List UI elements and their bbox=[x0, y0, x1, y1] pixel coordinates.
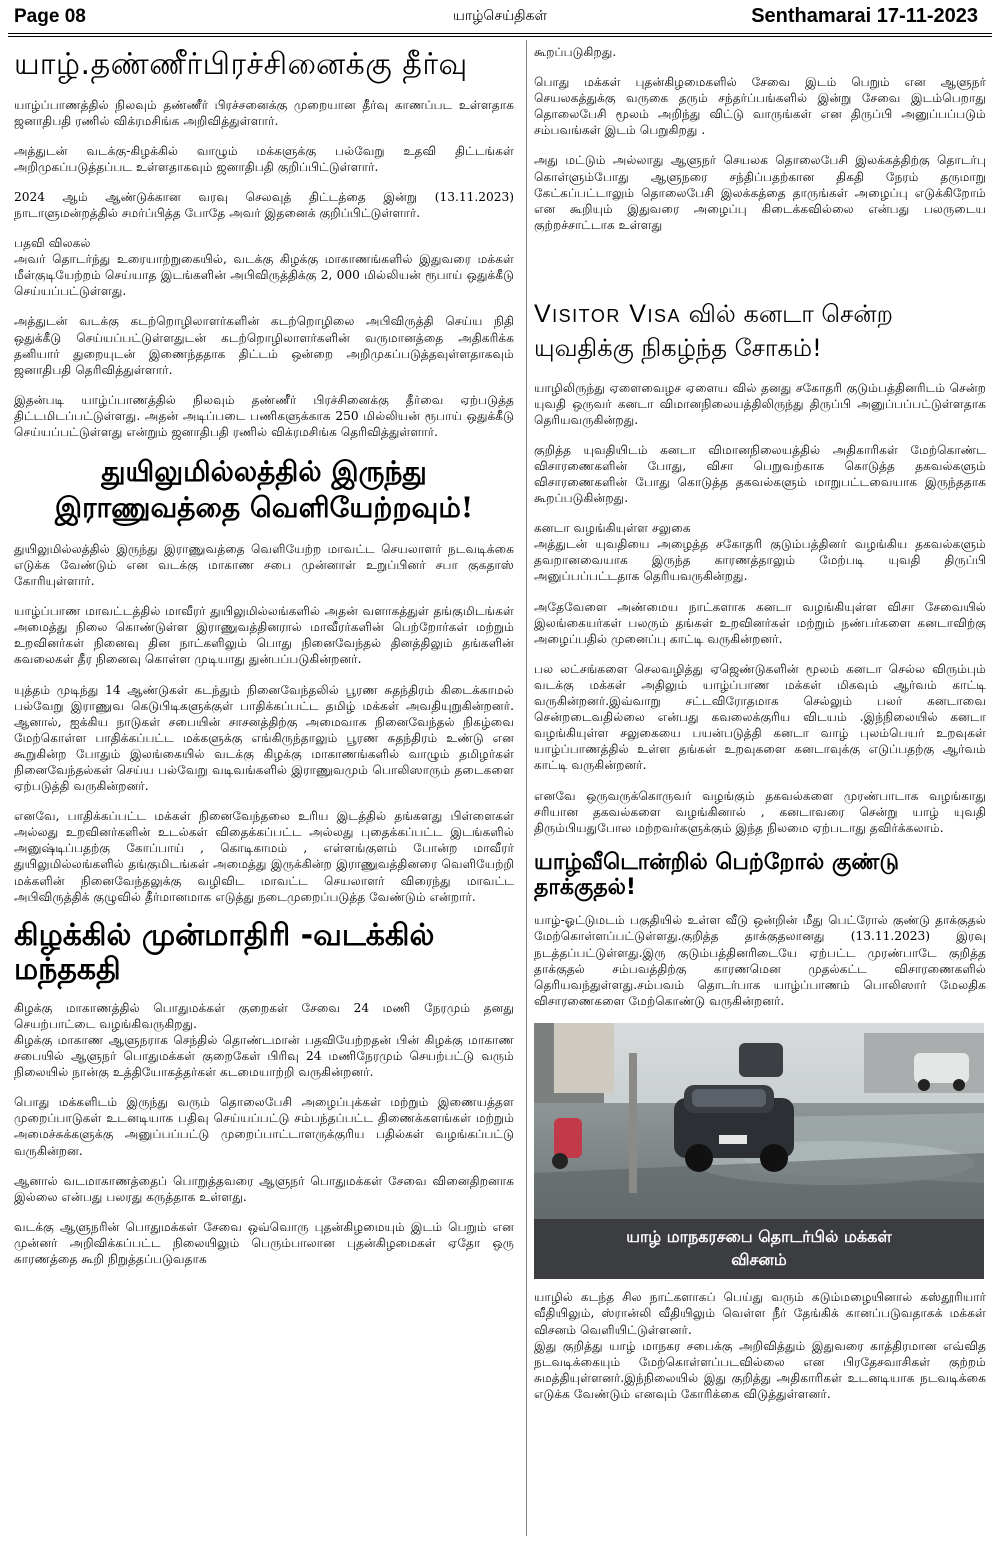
article-water-para-2: அத்துடன் வடக்கு-கிழக்கில் வாழும் மக்களுக்கு பல்வேறு உதவி திட்டங்கள் அறிமுகப்படுத்தப்பட உள்ளதாகவும் ஜனாதிபதி குறிப்பிட்டுள்ளார். bbox=[14, 143, 514, 174]
article-visa-subhead: கனடா வழங்கியுள்ள சலுகை bbox=[534, 521, 691, 536]
article-visa-para-5: பல லட்சங்களை செலவழித்து ஏஜெண்டுகளின் மூலம் கனடா செல்ல விரும்பும் வடக்கு மக்கள் அதிலும் யாழ்ப்பாண மக்கள் மிகவும் ஆர்வம் காட்டி வருகின்றனர்.இவ்வாறு சட்டவிரோதமாக செல்லும் பலர் கனடாவை சென்றடைவதில்லை என்பது கவலைக்குரிய விடயம் .இந்நிலையில் கனடா வழங்கியுள்ள சலுகையை பயன்படுத்தி கனடா வாழ் புலம்பெயர் உறவுகள் யாழ்ப்பாணத்தில் உள்ள தங்கள் உறவுகளை கனடாவுக்கு எடுப்பதற்கு ஆர்வம் காட்டி வருகின்றனர். bbox=[534, 661, 986, 773]
article-visa-title-latin: Visitor Visa bbox=[534, 299, 681, 328]
article-visa-para-4: அதேவேளை அண்மைய நாட்களாக கனடா வழங்கியுள்ள விசா சேவையில் இலங்கையர்கள் பலரும் தங்கள் உறவினர்கள் மற்றும் நண்பர்களை கனடாவிற்கு அழைப்பதில் முனைப்பு காட்டி வருகின்றனர். bbox=[534, 599, 986, 646]
article-governor-cont-1: பொது மக்கள் புதன்கிழமைகளில் சேவை இடம் பெறும் என ஆளுநர் செயலகத்துக்கு வருகை தரும் சந்தர்ப்பங்களில் இன்று சேவை இடம்பெறாது தொலைபேசி மூலம் அறிந்து விட்டு வாருங்கள் என திருப்பி அனுப்பப்படும் சம்பவங்கள் இடம் பெறுகிறது . bbox=[534, 75, 986, 138]
article-army-para-1: துயிலுமில்லத்தில் இருந்து இராணுவத்தை வெளியேற்ற மாவட்ட செயலாளர் நடவடிக்கை எடுக்க வேண்டும் என வடக்கு மாகாண சபை முன்னாள் உறுப்பினர் சபா குகதாஸ் கோரியுள்ளார். bbox=[14, 541, 514, 589]
masthead-date: Senthamarai 17-11-2023 bbox=[751, 5, 978, 27]
article-visa-title bbox=[534, 297, 986, 366]
article-visa-para-1: யாழிலிருந்து ஏளைவைழச ஏளைய வில் தனது சகோதரி குடும்பத்தினரிடம் சென்ற யுவதி ஒருவர் கனடா விமானநிலையத்திலிருந்து திருப்பி அனுப்பப்பட்டுள்ளதாக தெரியவருகின்றது. bbox=[534, 380, 986, 427]
article-visa-title-rest-2: யுவதிக்கு நிகழ்ந்த சோகம்! bbox=[534, 333, 822, 362]
article-water-title: யாழ்.தண்ணீர்பிரச்சினைக்கு தீர்வு bbox=[14, 47, 468, 82]
photo-caption-line-1: யாழ் மாநகரசபை தொடர்பில் மக்கள் bbox=[626, 1226, 892, 1246]
article-army-title bbox=[14, 454, 514, 527]
column-divider bbox=[526, 40, 527, 1536]
article-water-para-1: யாழ்ப்பாணத்தில் நிலவும் தண்ணீர் பிரச்சனைக்கு முறையான தீர்வு காணப்பட உள்ளதாக ஜனாதிபதி ரணில் விக்ரமசிங்க அறிவித்துள்ளார். bbox=[14, 97, 514, 128]
left-column bbox=[14, 44, 514, 1534]
article-flood-para-1: யாழில் கடந்த சில நாட்களாகப் பெய்து வரும் கடும்மழையினால் கஸ்தூரியார் வீதியிலும், ஸ்ரான்லி வீதியிலும் வெள்ள நீர் தேங்கிக் கானப்படுவதாகக் மக்கள் விசனம் வெளியிட்டுள்ளனர். bbox=[534, 1290, 986, 1337]
article-water-para-6: இதன்படி யாழ்ப்பாணத்தில் நிலவும் தண்ணீர் பிரச்சினைக்கு தீர்வை ஏற்படுத்த திட்டமிடப்பட்டுள்ளது. அதன் அடிப்படை பணிகளுக்காக 250 மில்லியன் ரூபாய் ஒதுக்கீடு செய்யப்பட்டுள்ளது என்றும் ஜனாதிபதி ரணில் விக்ரமசிங்க தெரிவித்துள்ளார். bbox=[14, 392, 514, 439]
section-name: யாழ்செய்திகள் bbox=[452, 8, 548, 24]
article-army-para-2: யாழ்ப்பாண மாவட்டத்தில் மாவீரர் துயிலுமில்லங்களில் அதன் வளாகத்துள் தங்குமிடங்கள் அமைத்து நிலை கொண்டுள்ள இராணுவத்தினரால் மாவீரர்களின் பெற்றோர்கள் மற்றும் உறவினர்கள் நினைவு தின நாட்களிலும் பொது நினைவேந்தல் தினத்திலும் தங்களின் கவலைகள் தீர நினைவு கொள்ள முடியாது துன்பப்படுகின்றனர். bbox=[14, 604, 514, 667]
article-governor-title: கிழக்கில் முன்மாதிரி -வடக்கில் மந்தகதி bbox=[14, 917, 435, 988]
article-water-para-5: அத்துடன் வடக்கு கடற்றொழிலாளர்களின் கடற்றொழிலை அபிவிருத்தி செய்ய நிதி ஒதுக்கீடு செய்யப்பட்டுள்ளதுடன் கடற்றொழிலாளர்களின் வருமானத்தை அதிகரிக்க தனியார் துறையுடன் இணைந்ததாக திட்டம் ஒன்றை அறிமுகப்படுத்தவுள்ளதாகவும் ஜனாதிபதி தெரிவித்துள்ளார். bbox=[14, 314, 514, 377]
header-rule-2 bbox=[8, 36, 992, 37]
article-water-para-4: அவர் தொடர்ந்து உரையாற்றுகையில், வடக்கு கிழக்கு மாகாணங்களில் இதுவரை மக்கள் மீள்குடியேற்றம் செய்யாத இடங்களின் அபிவிருத்திக்கு 2, 000 மில்லியன் ரூபாய் ஒதுக்கீடு செய்யப்பட்டுள்ளது. bbox=[14, 252, 514, 299]
article-army-para-4: எனவே, பாதிக்கப்பட்ட மக்கள் நினைவேந்தலை உரிய இடத்தில் தங்களது பிள்ளைகள் அல்லது உறவினர்களின் உடல்கள் விதைக்கப்பட்ட அல்லது புதைக்கப்பட்ட இடங்களில் அனுஷ்டிப்பதற்கு கோப்பாய் , கொடிகாமம் , எள்ளங்குளம் போன்ற மாவீரர் துயிலுமில்லங்களில் தங்குமிடங்கள் அமைத்து இருக்கின்ற இராணுவத்தினரை வெளியேற்றி மக்களின் நினைவேந்தலுக்கு வழிவிட மாவட்ட செயலாளர் விரைந்து மாவட்ட அபிவிருத்திக் குழுவில் தீர்மானமாக எடுத்து நடைமுறைப்படுத்த வேண்டும் என்றார். bbox=[14, 809, 514, 904]
article-governor-cont-0: கூறப்படுகிறது. bbox=[534, 45, 617, 59]
spacer bbox=[534, 247, 986, 287]
article-petrol-bomb-para-1: யாழ்-ஓட்டுமடம் பகுதியில் உள்ள வீடு ஒன்றின் மீது பெட்ரோல் குண்டு தாக்குதல் மேற்கொள்ளப்பட்டுள்ளது.குறித்த தாக்குதலானது (13.11.2023) இரவு நடத்தப்பட்டுள்ளது.இரு குடும்பத்தினரிடையே ஏற்பட்ட முரண்பாடே குறித்த தாக்குதல் சம்பவத்திற்கு காரணமென முதல்கட்ட விசாரணைகளில் தெரியவந்துள்ளது.சம்பவம் தொடர்பாக யாழ்ப்பாணம் பொலிஸார் மேலதிக விசாரணைகளை மேற்கொண்டு வருகின்றனர். bbox=[534, 913, 986, 1008]
article-army-title-line-2: இராணுவத்தை வெளியேற்றவும்! bbox=[54, 491, 474, 525]
right-column bbox=[534, 44, 986, 1534]
article-visa-para-2: குறித்த யுவதியிடம் கனடா விமானநிலையத்தில் அதிகாரிகள் மேற்கொண்ட விசாரணைகளின் போது, விசா பெறுவற்காக கொடுத்த தகவல்களும் விசாரணைகளின் போது கொடுத்த தகவல்களும் மாறுபட்டவையாக இருந்ததாக கூறப்படுகின்றது. bbox=[534, 442, 986, 506]
page-number: Page 08 bbox=[14, 6, 86, 27]
header-rule bbox=[8, 33, 992, 34]
article-army-title-line-1: துயிலுமில்லத்தில் இருந்து bbox=[101, 455, 427, 489]
article-petrol-bomb-title: யாழ்வீடொன்றில் பெற்றோல் குண்டு தாக்குதல்! bbox=[534, 849, 899, 901]
article-governor-cont-2: அது மட்டும் அல்லாது ஆளுநர் செயலக தொலைபேசி இலக்கத்திற்கு தொடர்பு கொள்ளும்போது ஆளுநரை சந்திப்பதற்கான திகதி நேரம் தருமாறு கேட்கப்பட்டாலும் தொலைபேசி இலக்கத்தை தாருங்கள் அழைப்பு எடுக்கிறோம் என கூறியும் இதுவரை அழைப்பு கிடைக்கவில்லை என்பது பலருடைய குற்றச்சாட்டாக உள்ளது bbox=[534, 153, 986, 232]
article-water-subhead: பதவி விலகல் bbox=[14, 236, 91, 251]
article-visa-para-6: எனவே ஒருவருக்கொருவர் வழங்கும் தகவல்களை முரண்பாடாக வழங்காது சரியான தகவல்களை வழங்கினால் , கனடாவரை சென்று யாழ் யுவதி திரும்பியதுபோல மற்றவர்களுக்கும் இந்த நிலமை ஏற்படாது தவிர்க்கலாம். bbox=[534, 788, 986, 835]
article-army-para-3: யுத்தம் முடிந்து 14 ஆண்டுகள் கடந்தும் நினைவேந்தலில் பூரண சுதந்திரம் கிடைக்காமல் பல்வேறு இராணுவ கெடுபிடிகளுக்குள் பாதிக்கப்பட்ட தமிழ் மக்கள் அவதியுறுகின்றனர். ஆனால், ஐக்கிய நாடுகள் சபையின் சாசனத்திற்கு அமைவாக நினைவேந்தல் நிகழ்வை மேற்கொள்ள பாதிக்கப்பட்ட மக்களுக்கு எங்கிருந்தாலும் பூரண சுதந்திரம் உண்டு என கூறுகின்ற போதும் இலங்கையில் வடக்கு கிழக்கு மாகாணங்களில் வாழும் தமிழர்கள் நினைவேந்தல்கள் செய்ய பல்வேறு வடிவங்களில் இராணுவமும் பொலிஸாரும் தடைகளை ஏற்படுத்தி வருகின்றனர். bbox=[14, 682, 514, 794]
page-header bbox=[0, 0, 1000, 34]
article-governor-para-3: ஆனால் வடமாகாணத்தைப் பொறுத்தவரை ஆளுநர் பொதுமக்கள் சேவை வினைதிறனாக இல்லை என்பது பலரது கருத்தாக உள்ளது. bbox=[14, 1173, 514, 1204]
flooded-street-illustration bbox=[534, 1023, 984, 1219]
article-governor-para-1a: கிழக்கு மாகாணத்தில் பொதுமக்கள் குறைகள் சேவை 24 மணி நேரமும் தனது செயற்பாட்டை வழங்கிவருகிறது. bbox=[14, 1000, 514, 1031]
flooded-street-photo bbox=[534, 1023, 984, 1219]
article-water-para-3: 2024 ஆம் ஆண்டுக்கான வரவு செலவுத் திட்டத்தை இன்று (13.11.2023) நாடாளுமன்றத்தில் சமர்ப்பித்த போதே அவர் இதனைக் குறிப்பிட்டுள்ளார். bbox=[14, 189, 514, 220]
article-visa-title-rest-1: வில் கனடா சென்ற bbox=[681, 299, 893, 328]
article-governor-para-2: பொது மக்களிடம் இருந்து வரும் தொலைபேசி அழைப்புக்கள் மற்றும் இணையத்தள முறைப்பாடுகள் உடனடியாக பதிவு செய்யப்பட்டு சம்பந்தப்பட்ட திணைக்களங்கள் மற்றும் அமைச்சுக்களுக்கு அனுப்பப்பட்டு முறைப்பாட்டாளருக்குரிய பதில்கள் வழங்கப்பட்டு வருகின்றன. bbox=[14, 1095, 514, 1158]
article-governor-para-1b: கிழக்கு மாகாண ஆளுநராக செந்தில் தொண்டமான் பதவியேற்றதன் பின் கிழக்கு மாகாண சபையில் ஆளுநர் பொதுமக்கள் குறைகேள் பிரிவு 24 மணிநேரமும் செயற்பட்டு வரும் நிலையில் நான்கு உத்தியோகத்தர்கள் கடமையாற்றி வருகின்றனர். bbox=[14, 1032, 514, 1080]
photo-caption bbox=[534, 1219, 984, 1279]
article-flood-para-2: இது குறித்து யாழ் மாநகர சபைக்கு அறிவித்தும் இதுவரை காத்திரமான எவ்வித நடவடிக்கையும் மேற்கொள்ளப்படவில்லை என பிரதேசவாசிகள் குற்றம் சுமத்தியுள்ளனர்.இந்நிலையில் இது குறித்து அதிகாரிகள் உடனடியாக நடவடிக்கை எடுக்க வேண்டும் எனவும் கோரிக்கை விடுத்துள்ளனர். bbox=[534, 1338, 986, 1401]
article-governor-para-4: வடக்கு ஆளுநரின் பொதுமக்கள் சேவை ஒவ்வொரு புதன்கிழமையும் இடம் பெறும் என முன்னர் அறிவிக்கப்பட்ட நிலையிலும் பெரும்பாலான புதன்கிழமைகள் ஏதோ ஒரு காரணத்தை கூறி நிறுத்தப்படுவதாக bbox=[14, 1219, 514, 1266]
article-visa-para-3: அத்துடன் யுவதியை அழைத்த சகோதரி குடும்பத்தினர் வழங்கிய தகவல்களும் தவறானவையாக இருந்த காரணத்தாலும் மேற்படி யுவதி திருப்பி அனுப்பப்பட்டதாக தெரியவருகின்றது. bbox=[534, 537, 986, 584]
photo-caption-line-2: விசனம் bbox=[731, 1250, 787, 1270]
